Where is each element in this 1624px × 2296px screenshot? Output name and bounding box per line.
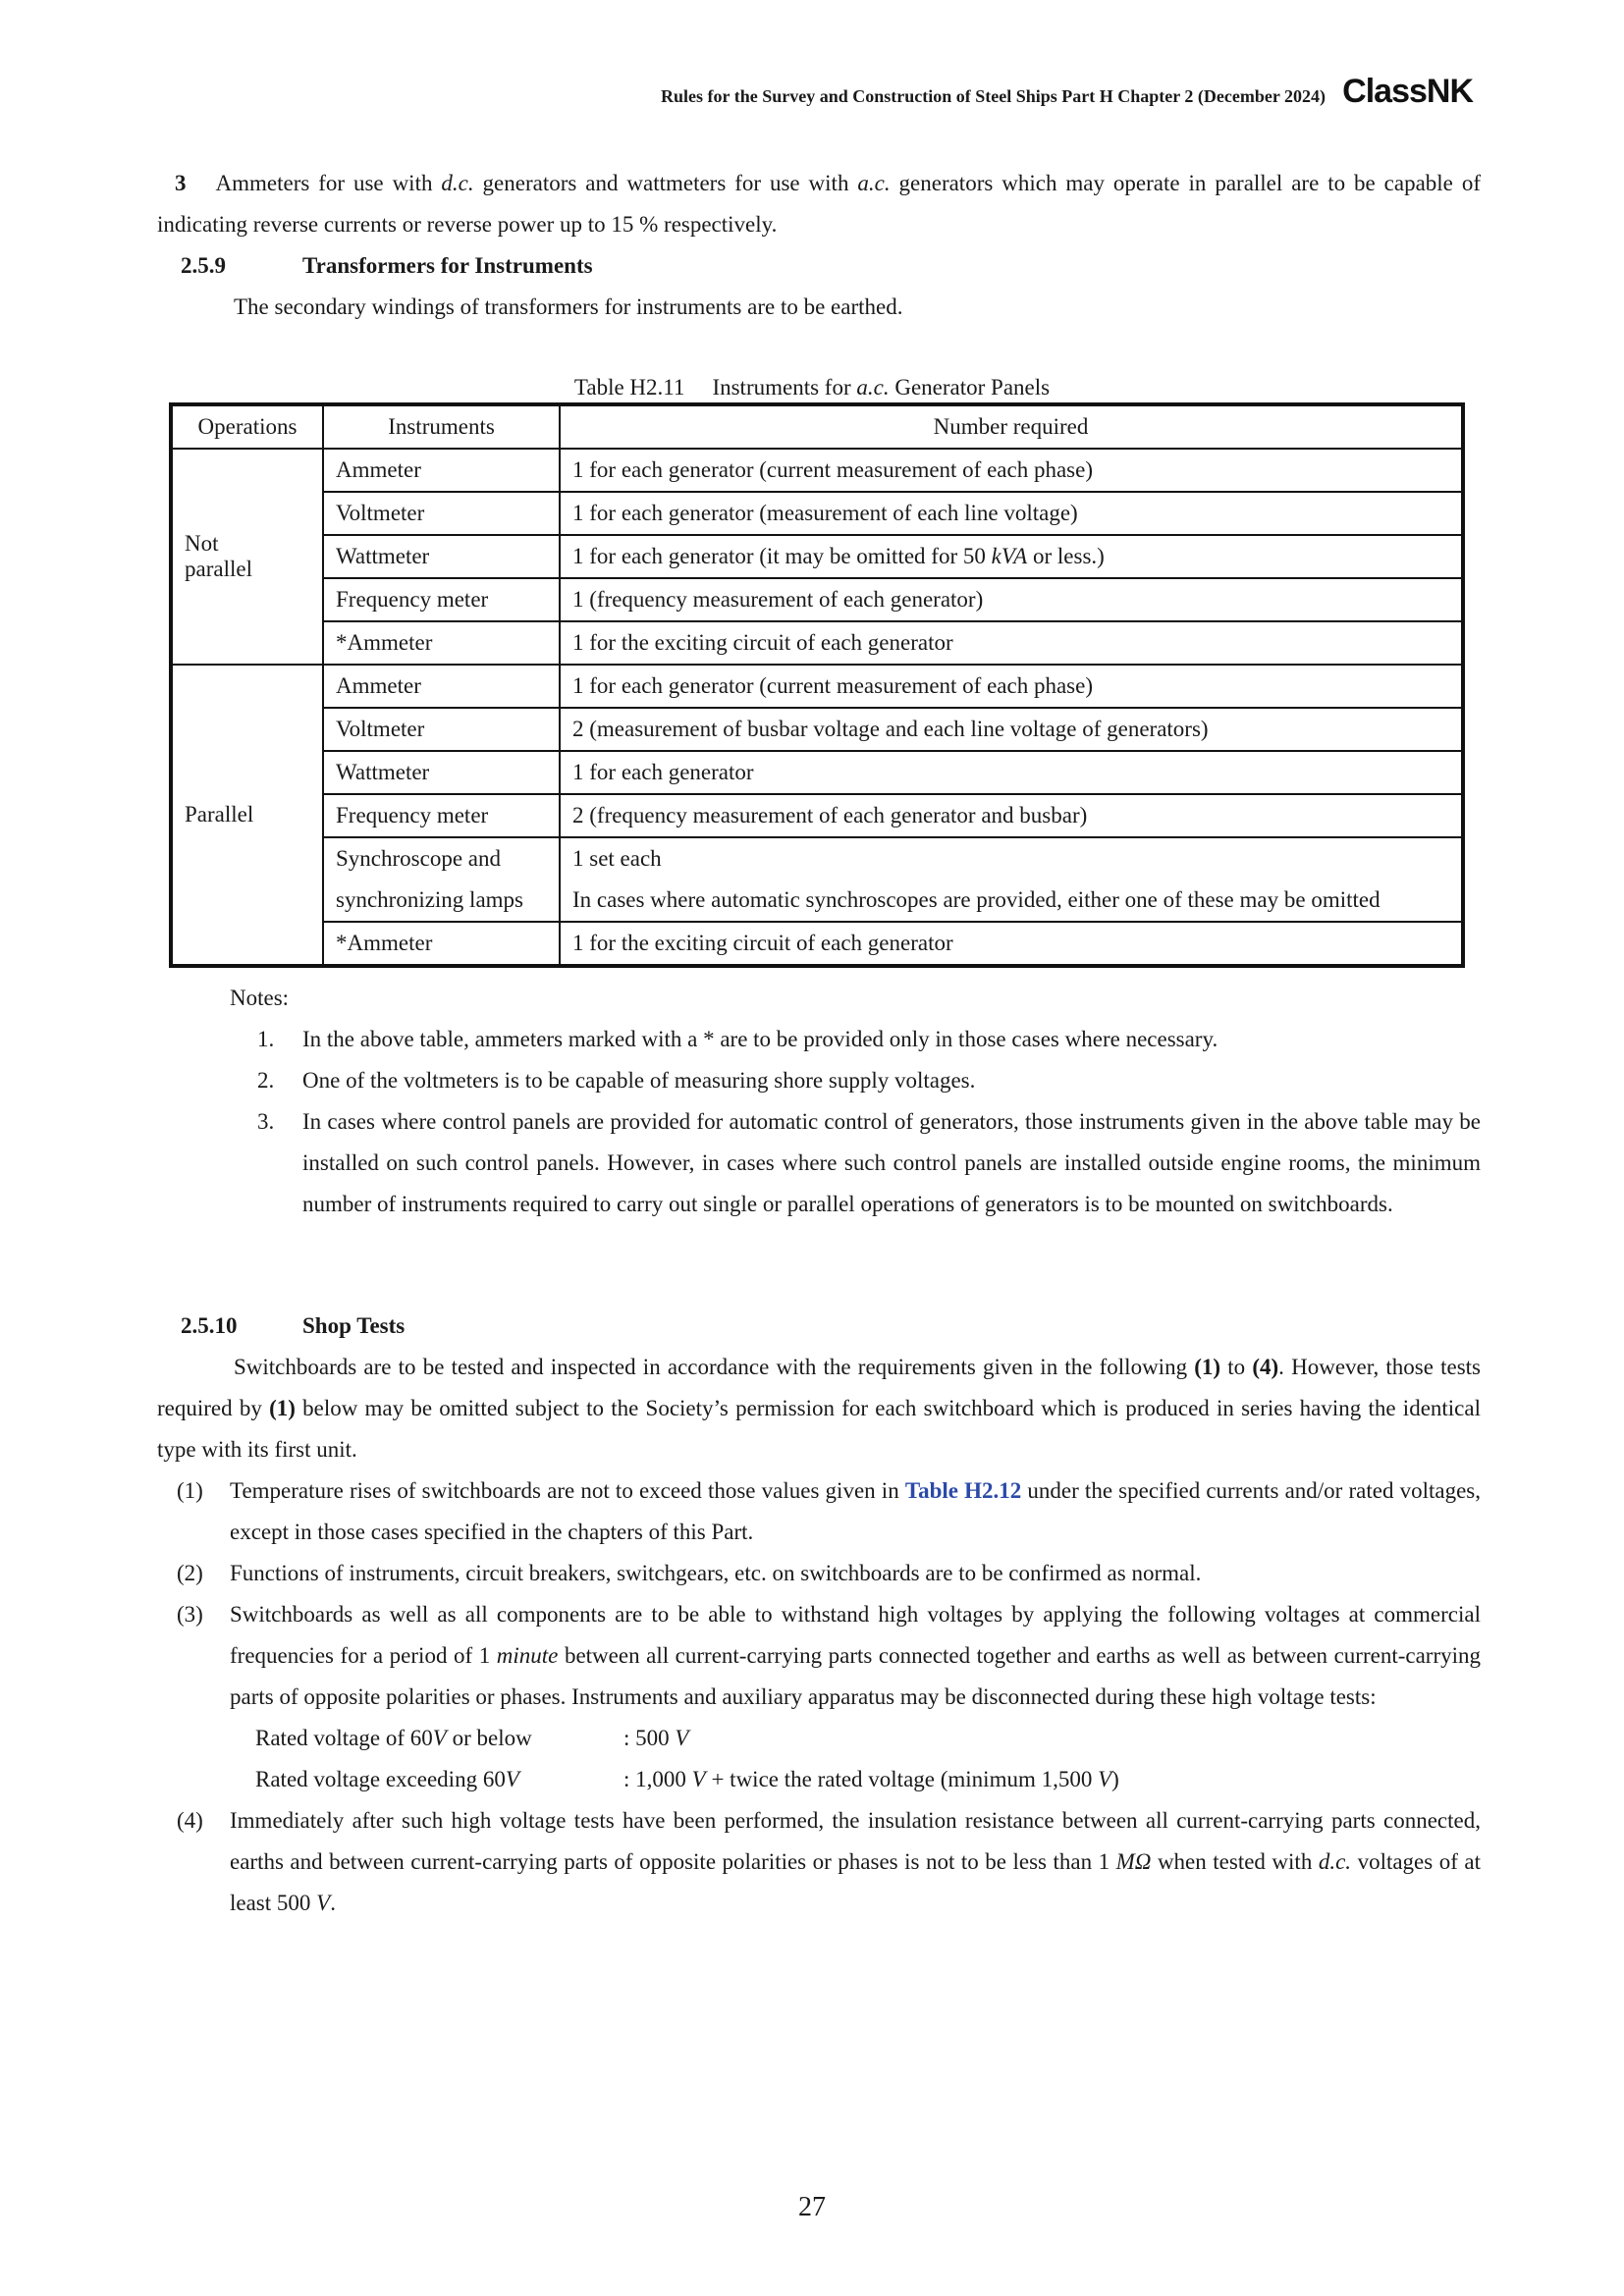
required-cell: 1 for the exciting circuit of each generator (560, 922, 1463, 966)
required-cell: 1 for each generator (it may be omitted for 50 kVA or less.) (560, 535, 1463, 578)
voltage-row: Rated voltage of 60V or below : 500 V (255, 1726, 689, 1750)
header-operations: Operations (171, 404, 323, 449)
table-notes (230, 978, 1481, 1225)
instrument-cell: Frequency meter (323, 578, 560, 621)
required-cell: 1 for each generator (measurement of each line voltage) (560, 492, 1463, 535)
instrument-cell: Synchroscope and synchronizing lamps (323, 837, 560, 922)
required-cell: 1 for each generator (560, 751, 1463, 794)
instrument-cell: Voltmeter (323, 708, 560, 751)
section-2-5-9-body: The secondary windings of transformers for instruments are to be earthed. (234, 294, 903, 319)
table-row (171, 665, 1463, 708)
table-row (171, 794, 1463, 837)
instrument-cell: Ammeter (323, 449, 560, 492)
section-2-5-9-heading: 2.5.9 Transformers for Instruments (181, 253, 593, 278)
required-cell: 1 for each generator (current measurement of each phase) (560, 665, 1463, 708)
required-cell: 1 for each generator (current measurement of each phase) (560, 449, 1463, 492)
table-row (171, 751, 1463, 794)
instrument-cell: Wattmeter (323, 535, 560, 578)
list-item: (1) Temperature rises of switchboards are not to exceed those values given in Table H2.12 under the specified currents and/or rated voltages, except in those cases specified in the chapters of this Part. (177, 1478, 1481, 1544)
list-item: (4) Immediately after such high voltage tests have been performed, the insulation resistance between all current-carrying parts connected, earths and between current-carrying parts of opposite polarities or phases is not to be less than 1 MΩ when tested with d.c. voltages of at least 500 V. (177, 1808, 1481, 1915)
required-cell: 2 (measurement of busbar voltage and each line voltage of generators) (560, 708, 1463, 751)
note-item: 3. In cases where control panels are provided for automatic control of generators, those instruments given in the above table may be installed on such control panels. However, in cases where such control panels are installed outside engine rooms, the minimum number of instruments required to carry out single or parallel operations of generators is to be mounted on switchboards. (257, 1109, 1481, 1216)
para-number: 3 (175, 171, 187, 195)
note-item: 1. In the above table, ammeters marked with a * are to be provided only in those cases where necessary. (257, 1027, 1218, 1051)
table-h2-12-link[interactable]: Table H2.12 (904, 1478, 1022, 1503)
voltage-row: Rated voltage exceeding 60V : 1,000 V + twice the rated voltage (minimum 1,500 V) (255, 1767, 1119, 1791)
table-row (171, 535, 1463, 578)
section-2-5-10-intro: Switchboards are to be tested and inspected in accordance with the requirements given in the following (1) to (4). However, those tests required by (1) below may be omitted subject to the Society’s permission for each switchboard which is produced in series having the identical type with its first unit. (157, 1355, 1482, 1462)
required-cell: 2 (frequency measurement of each generator and busbar) (560, 794, 1463, 837)
instrument-cell: *Ammeter (323, 922, 560, 966)
instruments-table (169, 402, 1465, 968)
table-row (171, 708, 1463, 751)
note-item: 2. One of the voltmeters is to be capable of measuring shore supply voltages. (257, 1068, 976, 1093)
instrument-cell: Voltmeter (323, 492, 560, 535)
list-item: (2) Functions of instruments, circuit breakers, switchgears, etc. on switchboards are to be confirmed as normal. (177, 1561, 1202, 1585)
header-instruments: Instruments (323, 404, 560, 449)
paragraph-3: 3 Ammeters for use with d.c. generators and wattmeters for use with a.c. generators which may operate in parallel are to be capable of indicating reverse currents or reverse power up to 15 % respectively. 2.5.9 Transformers for Instruments The secondary windings of transformers for instruments are to be earthed. (157, 163, 1481, 328)
table-row (171, 449, 1463, 492)
notes-label: Notes: (230, 986, 290, 1010)
list-item: (3) Switchboards as well as all components are to be able to withstand high voltages by applying the following voltages at commercial frequencies for a period of 1 minute between all current-carrying parts connected together and earths as well as between current-carrying parts of opposite polarities or phases. Instruments and auxiliary apparatus may be disconnected during these high voltage tests: (177, 1602, 1481, 1709)
instrument-cell: *Ammeter (323, 621, 560, 665)
operation-not-parallel: Not parallel (171, 449, 323, 665)
instrument-cell: Frequency meter (323, 794, 560, 837)
table-row (171, 837, 1463, 922)
table-row (171, 621, 1463, 665)
section-2-5-10 (157, 1306, 1481, 1924)
classnk-logo: ClassNK (1342, 73, 1473, 110)
page-number: 27 (798, 2192, 826, 2222)
page-header (550, 73, 1473, 112)
required-cell: 1 set each In cases where automatic synchroscopes are provided, either one of these may be omitted (560, 837, 1463, 922)
table-caption: Table H2.11 Instruments for a.c. Generator Panels (573, 375, 1051, 400)
header-title: Rules for the Survey and Construction of Steel Ships Part H Chapter 2 (December 2024) (661, 86, 1326, 106)
instrument-cell: Wattmeter (323, 751, 560, 794)
table-row (171, 922, 1463, 966)
instrument-cell: Ammeter (323, 665, 560, 708)
header-number-required: Number required (560, 404, 1463, 449)
table-header-row (171, 404, 1463, 449)
table-row (171, 492, 1463, 535)
table-row (171, 578, 1463, 621)
required-cell: 1 (frequency measurement of each generator) (560, 578, 1463, 621)
required-cell: 1 for the exciting circuit of each generator (560, 621, 1463, 665)
operation-parallel: Parallel (171, 665, 323, 966)
section-2-5-10-heading: 2.5.10 Shop Tests (181, 1313, 406, 1338)
